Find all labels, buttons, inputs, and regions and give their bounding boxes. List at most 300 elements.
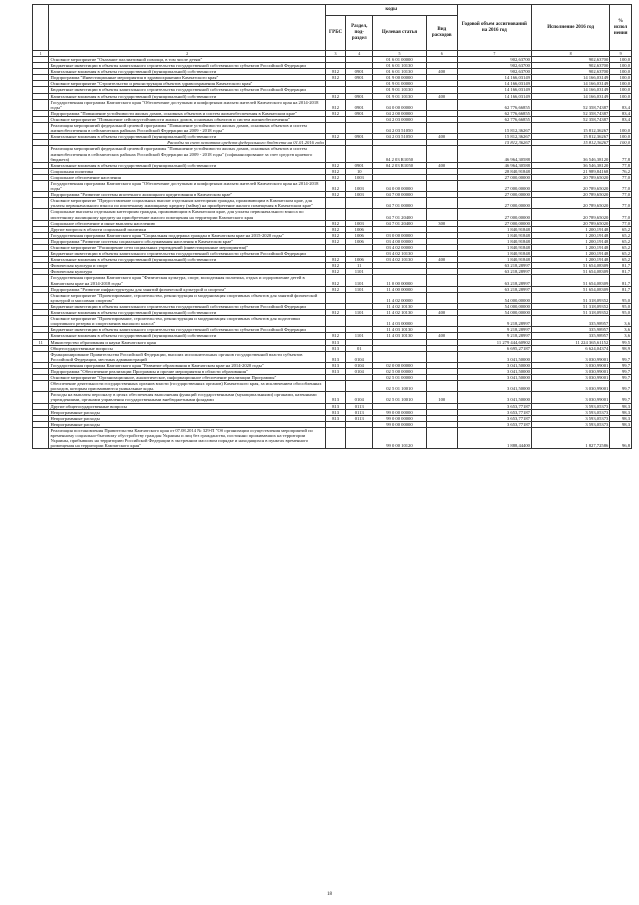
row-execution-amount: 51 654,08309 (531, 286, 609, 292)
row-name: Социальное обеспечение и иные выплаты населению (49, 220, 325, 226)
row-name: Государственная программа Камчатского края "Развитие образования в Камчатском крае на 2014-2020 годы" (49, 362, 325, 368)
row-execution-percent: 3,6 (610, 316, 632, 327)
row-annual-amount: 14 166,03149 (457, 93, 531, 99)
row-name: Основное мероприятие "Расширение сети социальных учреждений (инвестиционные мероприятия)" (49, 245, 325, 251)
row-grbs (325, 427, 346, 448)
row-annual-amount: 1 840,91848 (457, 245, 531, 251)
row-annual-amount: 63 218,28997 (457, 263, 531, 269)
row-name: Подпрограмма "Повышение устойчивости жилых домов, основных объектов и систем жизнеобеспечения в Камчатском крае" (49, 110, 325, 116)
row-execution-amount: 52 358,74387 (531, 99, 609, 110)
row-name: Реализация постановления Правительства Камчатского края от 07.08.2014 № 329-П "Об организации осуществления мероприятий по временному социально-бытовому обустройству граждан Украины и лиц без гражданства, постоянно проживавших на территории Украины, прибывших на территорию Российской Федерации в экстренном массовом порядке и находящихся в пунктах временного размещения на территории Камчатского края" (49, 427, 325, 448)
row-annual-amount: 28 840,91848 (457, 168, 531, 174)
row-execution-percent: 77,0 (610, 209, 632, 220)
row-target-article: 11 4 02 10130 (373, 303, 427, 309)
row-name: Подпрограмма "Инвестиционные мероприятия в здравоохранении Камчатского края" (49, 75, 325, 81)
row-annual-amount: 63 218,28997 (457, 286, 531, 292)
row-razdel: 01 (346, 345, 373, 351)
row-expense-type (426, 381, 457, 392)
row-name: Физическая культура и спорт (49, 263, 325, 269)
table-row (33, 146, 632, 162)
row-target-article: 11 4 02 10130 (373, 310, 427, 316)
row-grbs: 813 (325, 345, 346, 351)
row-number (33, 392, 49, 403)
row-execution-amount: 6 624,04374 (531, 345, 609, 351)
table-row (33, 275, 632, 286)
row-name: Реализация мероприятий федеральной целевой программы "Повышение устойчивости жилых домов, основных объектов и систем жизнеобеспечения в сейсмических районах Российской Федерации на 2009 - 2018 годы" (49, 123, 325, 134)
table-row (33, 381, 632, 392)
row-grbs: 812 (325, 275, 346, 286)
row-grbs: 812 (325, 192, 346, 198)
row-execution-amount: 52 358,74387 (531, 116, 609, 122)
row-grbs: 812 (325, 174, 346, 180)
row-expense-type: 400 (426, 93, 457, 99)
row-razdel: 1101 (346, 275, 373, 286)
row-annual-amount: 9 218,28997 (457, 316, 531, 327)
row-execution-amount: 1 200,19148 (531, 238, 609, 244)
row-execution-amount: 3 030,99001 (531, 362, 609, 368)
row-target-article: 04 7 00 00000 (373, 192, 427, 198)
table-row (33, 316, 632, 327)
row-target-article: 11 4 02 00000 (373, 292, 427, 303)
row-execution-amount: 3 030,99001 (531, 392, 609, 403)
row-annual-amount: 9 218,28997 (457, 333, 531, 339)
row-expense-type (426, 351, 457, 362)
row-name: Капитальные вложения в объекты государственной (муниципальной) собственности (49, 333, 325, 339)
row-name: Подпрограмма "Обеспечение реализации Программы и прочие мероприятия в области образования" (49, 368, 325, 374)
row-execution-amount: 15 812,36267 (531, 134, 609, 140)
row-name: Бюджетные инвестиции в объекты капитального строительства государственной собственности субъектов Российской Федерации (49, 87, 325, 93)
row-target-article: 02 5 01 10010 (373, 392, 427, 403)
row-expense-type (426, 198, 457, 209)
row-annual-amount: 27 000,00000 (457, 198, 531, 209)
row-razdel: 1101 (346, 269, 373, 275)
row-razdel: 1101 (346, 333, 373, 339)
row-annual-amount: 15 812,36267 (457, 140, 531, 146)
header-name (49, 5, 325, 51)
row-annual-amount: 1 840,91848 (457, 238, 531, 244)
row-execution-percent: 99,7 (610, 362, 632, 368)
row-name: Непрограммные расходы (49, 409, 325, 415)
row-execution-percent: 65,2 (610, 238, 632, 244)
row-target-article: 03 0 00 00000 (373, 232, 427, 238)
row-name: Капитальные вложения в объекты государственной (муниципальной) собственности (49, 257, 325, 263)
row-execution-percent: 98,3 (610, 421, 632, 427)
header-no (33, 5, 49, 51)
row-execution-percent: 100,0 (610, 87, 632, 93)
row-execution-percent: 100,0 (610, 81, 632, 87)
row-name: Основное мероприятие "Организационное, аналитическое, информационное обеспечение реализации Программы" (49, 375, 325, 381)
row-name: Бюджетные инвестиции в объекты капитального строительства государственной собственности субъектов Российской Федерации (49, 303, 325, 309)
row-target-article: 04 0 00 00000 (373, 180, 427, 191)
row-razdel (346, 123, 373, 134)
row-execution-percent: 83,4 (610, 116, 632, 122)
row-execution-percent: 98,3 (610, 409, 632, 415)
row-grbs: 812 (325, 269, 346, 275)
row-target-article: 02 0 00 00000 (373, 362, 427, 368)
row-annual-amount: 62 776,66855 (457, 116, 531, 122)
row-razdel (346, 146, 373, 162)
row-target-article: 04 7 01 00000 (373, 198, 427, 209)
row-razdel: 1101 (346, 310, 373, 316)
row-execution-amount: 1 200,19148 (531, 245, 609, 251)
row-expense-type: 400 (426, 69, 457, 75)
row-razdel (346, 381, 373, 392)
row-annual-amount: 9 218,28997 (457, 327, 531, 333)
row-execution-percent: 77,0 (610, 220, 632, 226)
row-number (33, 99, 49, 110)
row-grbs (325, 209, 346, 220)
row-target-article: 01 6 01 00000 (373, 57, 427, 63)
row-grbs: 812 (325, 134, 346, 140)
row-expense-type (426, 427, 457, 448)
header-row-codes (33, 5, 632, 16)
row-razdel: 0113 (346, 409, 373, 415)
row-annual-amount: 15 812,36267 (457, 134, 531, 140)
row-razdel: 0104 (346, 392, 373, 403)
row-grbs: 812 (325, 99, 346, 110)
row-execution-amount: 15 812,36267 (531, 123, 609, 134)
row-annual-amount: 27 000,00000 (457, 220, 531, 226)
column-number: 7 (457, 51, 531, 57)
row-target-article: 99 0 00 00000 (373, 415, 427, 421)
row-target-article: 03 4 00 00000 (373, 238, 427, 244)
row-target-article: 01 9 01 00000 (373, 81, 427, 87)
column-number: 1 (33, 51, 49, 57)
row-expense-type (426, 146, 457, 162)
row-annual-amount: 3 041,50000 (457, 368, 531, 374)
row-expense-type (426, 316, 457, 327)
row-execution-amount: 1 827,72586 (531, 427, 609, 448)
row-name: Основное мероприятие "Проектирование, строительство, реконструкция и модернизация спортивных объектов для занятий физической культурой и массовым спортом" (49, 292, 325, 303)
row-grbs: 812 (325, 226, 346, 232)
row-grbs: 812 (325, 220, 346, 226)
row-grbs: 813 (325, 362, 346, 368)
row-annual-amount: 15 812,36267 (457, 123, 531, 134)
row-expense-type: 300 (426, 220, 457, 226)
row-number (33, 316, 49, 327)
row-target-article: 02 5 01 00000 (373, 375, 427, 381)
row-execution-amount: 902,63700 (531, 57, 609, 63)
row-razdel: 0104 (346, 351, 373, 362)
row-execution-amount: 11 224 365,61152 (531, 339, 609, 345)
row-execution-amount: 51 654,08309 (531, 269, 609, 275)
row-name: Непрограммные расходы (49, 415, 325, 421)
row-name: Государственная программа Камчатского края "Физическая культура, спорт, молодежная политика, отдых и оздоровление детей в Камчатском крае на 2014-2018 годы" (49, 275, 325, 286)
row-target-article: 02 5 00 00000 (373, 368, 427, 374)
row-execution-amount: 3 030,99001 (531, 375, 609, 381)
row-execution-percent: 65,2 (610, 232, 632, 238)
row-grbs: 812 (325, 162, 346, 168)
row-target-article: 04 7 01 20400 (373, 209, 427, 220)
row-execution-amount: 3 593,05373 (531, 415, 609, 421)
row-name: Основное мероприятие "Проектирование, строительство, реконструкция и модернизация спортивных объектов для подготовки спортивного резерва и спортсменов высокого класса" (49, 316, 325, 327)
column-number: 3 (325, 51, 346, 57)
row-name: Капитальные вложения в объекты государственной (муниципальной) собственности (49, 134, 325, 140)
header-annual: Годовой объем ассигнований на 2016 год (457, 5, 531, 51)
table-row (33, 427, 632, 448)
row-grbs: 812 (325, 75, 346, 81)
row-razdel: 0901 (346, 134, 373, 140)
row-execution-percent: 100,0 (610, 140, 632, 146)
row-grbs (325, 146, 346, 162)
row-target-article: 01 9 01 10130 (373, 93, 427, 99)
row-execution-percent: 100,0 (610, 93, 632, 99)
row-annual-amount: 3 653,77187 (457, 415, 531, 421)
row-target-article: 02 5 01 10010 (373, 381, 427, 392)
row-execution-percent: 65,2 (610, 251, 632, 257)
row-execution-amount: 36 546,38120 (531, 162, 609, 168)
row-target-article: 01 9 00 00000 (373, 75, 427, 81)
header-vid: Вид расходов (426, 16, 457, 51)
column-number: 5 (373, 51, 427, 57)
row-number (33, 381, 49, 392)
row-razdel (346, 209, 373, 220)
header-exec: Исполнение 2016 год (531, 5, 609, 51)
row-expense-type: 400 (426, 162, 457, 168)
table-row (33, 351, 632, 362)
row-execution-percent: 81,7 (610, 275, 632, 286)
row-execution-amount: 335,98957 (531, 327, 609, 333)
row-name: Реализация мероприятий федеральной целевой программы "Повышение устойчивости жилых домов, основных объектов и систем жизнеобеспечения в сейсмических районах Российской Федерации на 2009 - 2018 годы" (софинансирование за счет средств краевого бюджета) (49, 146, 325, 162)
row-razdel: 0901 (346, 162, 373, 168)
row-execution-percent: 77,0 (610, 198, 632, 209)
row-execution-amount: 20 789,65020 (531, 209, 609, 220)
row-razdel (346, 316, 373, 327)
row-annual-amount: 27 000,00000 (457, 174, 531, 180)
row-grbs: 812 (325, 93, 346, 99)
row-target-article: 99 0 00 10120 (373, 427, 427, 448)
row-expense-type (426, 123, 457, 134)
row-grbs: 812 (325, 310, 346, 316)
row-annual-amount: 1 840,91848 (457, 251, 531, 257)
row-annual-amount: 902,63700 (457, 63, 531, 69)
row-execution-percent: 65,2 (610, 257, 632, 263)
row-execution-amount: 20 789,65020 (531, 192, 609, 198)
table-body (33, 57, 632, 449)
row-razdel: 1003 (346, 192, 373, 198)
row-expense-type: 400 (426, 257, 457, 263)
row-annual-amount: 6 695,27187 (457, 345, 531, 351)
row-target-article: 03 4 02 10130 (373, 257, 427, 263)
row-annual-amount: 46 964,30588 (457, 146, 531, 162)
row-execution-percent: 99,7 (610, 368, 632, 374)
row-name: Капитальные вложения в объекты государственной (муниципальной) собственности (49, 162, 325, 168)
row-grbs (325, 292, 346, 303)
row-name: Основное мероприятие "Предоставление социальных выплат отдельным категориям граждан, проживающим в Камчатском крае, для уплаты первоначального взноса по ипотечному жилищному кредиту (займу) на приобретение жилого помещения в Камчатском крае" (49, 198, 325, 209)
row-execution-amount: 20 789,65020 (531, 174, 609, 180)
row-name: Капитальные вложения в объекты государственной (муниципальной) собственности (49, 93, 325, 99)
row-execution-percent: 100,0 (610, 69, 632, 75)
row-target-article: 01 6 01 10130 (373, 63, 427, 69)
row-grbs: 812 (325, 333, 346, 339)
row-grbs: 812 (325, 168, 346, 174)
row-annual-amount: 46 964,30588 (457, 162, 531, 168)
row-razdel: 10 (346, 168, 373, 174)
row-name: Бюджетные инвестиции в объекты капитального строительства государственной собственности субъектов Российской Федерации (49, 327, 325, 333)
row-execution-percent: 99,5 (610, 339, 632, 345)
row-name: Основное мероприятие "Строительство и реконструкция объектов здравоохранения Камчатского края" (49, 81, 325, 87)
row-execution-amount: 335,98957 (531, 333, 609, 339)
row-number (33, 123, 49, 134)
row-execution-amount: 21 989,84168 (531, 168, 609, 174)
row-execution-percent: 99,7 (610, 351, 632, 362)
row-execution-amount: 14 166,03149 (531, 75, 609, 81)
header-pct: % испол нения (610, 5, 632, 51)
row-annual-amount: 54 000,00000 (457, 292, 531, 303)
row-name: Капитальные вложения в объекты государственной (муниципальной) собственности (49, 69, 325, 75)
row-annual-amount: 14 166,03149 (457, 87, 531, 93)
row-expense-type (426, 275, 457, 286)
row-name: Социальное обеспечение населения (49, 174, 325, 180)
row-razdel: 0901 (346, 93, 373, 99)
row-grbs: 813 (325, 339, 346, 345)
row-target-article: 04 0 00 00000 (373, 99, 427, 110)
row-execution-amount: 14 166,03149 (531, 93, 609, 99)
row-name: Непрограммные расходы (49, 421, 325, 427)
row-execution-percent: 99,7 (610, 375, 632, 381)
row-target-article: 03 4 02 00000 (373, 245, 427, 251)
row-execution-percent: 99,7 (610, 381, 632, 392)
row-annual-amount: 62 776,66855 (457, 110, 531, 116)
page-number: 18 (327, 892, 332, 897)
row-annual-amount: 3 041,50000 (457, 362, 531, 368)
row-annual-amount: 1 888,44400 (457, 427, 531, 448)
row-name: Подпрограмма "Развитие инфраструктуры для занятий физической культурой и спортом" (49, 286, 325, 292)
row-annual-amount: 27 000,00000 (457, 209, 531, 220)
row-execution-percent: 76,2 (610, 168, 632, 174)
row-grbs: 813 (325, 415, 346, 421)
row-target-article: 04 2 03 00000 (373, 116, 427, 122)
table-row (33, 99, 632, 110)
row-name: Расходы на выплаты персоналу в целях обеспечения выполнения функций государственными (муниципальными) органами, казенными учреждениями, органами управления государственными внебюджетными фондами (49, 392, 325, 403)
row-execution-amount: 20 789,65020 (531, 180, 609, 191)
row-execution-amount: 1 200,19148 (531, 232, 609, 238)
row-execution-percent: 100,0 (610, 134, 632, 140)
row-razdel: 0901 (346, 69, 373, 75)
row-execution-percent: 98,3 (610, 403, 632, 409)
row-execution-amount: 51 318,09352 (531, 292, 609, 303)
row-grbs: 813 (325, 392, 346, 403)
header-grbs: ГРБС (325, 16, 346, 51)
row-name: Физическая культура (49, 269, 325, 275)
row-execution-percent: 95,0 (610, 292, 632, 303)
row-annual-amount: 3 041,50000 (457, 375, 531, 381)
row-grbs: 812 (325, 286, 346, 292)
row-number (33, 198, 49, 209)
row-annual-amount: 14 166,03149 (457, 75, 531, 81)
row-number (33, 275, 49, 286)
row-name: Расходы за счет остатков средств федерального бюджета на 01.01.2016 года (49, 140, 325, 146)
row-name: Государственная программа Камчатского края "Обеспечение доступным и комфортным жильем жителей Камчатского края на 2014-2018 годы" (49, 180, 325, 191)
row-grbs: 812 (325, 263, 346, 269)
row-execution-percent: 95,0 (610, 303, 632, 309)
row-target-article: 99 0 00 00000 (373, 409, 427, 415)
row-execution-percent: 65,2 (610, 245, 632, 251)
row-razdel (346, 427, 373, 448)
row-name: Бюджетные инвестиции в объекты капитального строительства государственной собственности субъектов Российской Федерации (49, 63, 325, 69)
row-annual-amount: 63 218,28997 (457, 269, 531, 275)
table-row (33, 123, 632, 134)
row-execution-amount: 3 593,05373 (531, 409, 609, 415)
row-execution-percent: 77,0 (610, 192, 632, 198)
column-number: 2 (49, 51, 325, 57)
row-grbs: 813 (325, 409, 346, 415)
row-target-article (373, 351, 427, 362)
row-target-article: 04 2 03 51050 (373, 134, 427, 140)
row-target-article: 11 4 03 10130 (373, 327, 427, 333)
row-expense-type: 400 (426, 310, 457, 316)
row-execution-amount: 335,98957 (531, 316, 609, 327)
row-execution-amount: 3 030,99001 (531, 351, 609, 362)
row-execution-amount: 20 789,65020 (531, 220, 609, 226)
row-razdel: 1003 (346, 220, 373, 226)
row-execution-amount: 15 812,36267 (531, 140, 609, 146)
row-razdel: 0113 (346, 403, 373, 409)
budget-execution-table (32, 4, 632, 449)
row-annual-amount: 3 041,50000 (457, 381, 531, 392)
row-grbs (325, 316, 346, 327)
row-name: Капитальные вложения в объекты государственной (муниципальной) собственности (49, 310, 325, 316)
header-razdel: Раздел, под-раздел (346, 16, 373, 51)
row-name: Государственная программа Камчатского края "Социальная поддержка граждан в Камчатском крае на 2015-2020 годы" (49, 232, 325, 238)
row-annual-amount: 3 041,50000 (457, 351, 531, 362)
row-execution-percent: 77,0 (610, 174, 632, 180)
row-number (33, 180, 49, 191)
row-razdel: 11 (346, 263, 373, 269)
row-razdel: 1003 (346, 174, 373, 180)
row-annual-amount: 1 840,91848 (457, 226, 531, 232)
row-execution-percent: 3,6 (610, 333, 632, 339)
row-number (33, 427, 49, 448)
header-target: Целевая статья (373, 16, 427, 51)
table-row (33, 209, 632, 220)
row-execution-amount: 902,63700 (531, 69, 609, 75)
row-execution-amount: 1 200,19148 (531, 226, 609, 232)
row-razdel (346, 198, 373, 209)
row-target-article: 11 4 03 00000 (373, 316, 427, 327)
row-execution-percent: 81,7 (610, 269, 632, 275)
row-execution-percent: 98,3 (610, 415, 632, 421)
row-grbs: 813 (325, 403, 346, 409)
row-execution-amount: 51 654,08309 (531, 275, 609, 286)
table-row (33, 292, 632, 303)
row-annual-amount: 11 279 444,60902 (457, 339, 531, 345)
row-name: Подпрограмма "Развитие системы ипотечного жилищного кредитования в Камчатском крае" (49, 192, 325, 198)
row-execution-percent: 100,0 (610, 75, 632, 81)
row-execution-amount: 3 593,05373 (531, 403, 609, 409)
row-target-article: 11 4 00 00000 (373, 286, 427, 292)
row-annual-amount: 3 041,50000 (457, 392, 531, 403)
row-execution-percent: 100,0 (610, 63, 632, 69)
row-execution-percent: 77,8 (610, 162, 632, 168)
row-expense-type: 100 (426, 392, 457, 403)
row-target-article: 99 0 00 00000 (373, 421, 427, 427)
row-number (33, 351, 49, 362)
row-annual-amount: 54 000,00000 (457, 310, 531, 316)
row-execution-percent: 65,2 (610, 226, 632, 232)
row-annual-amount: 3 653,77187 (457, 403, 531, 409)
row-grbs: 813 (325, 368, 346, 374)
row-execution-amount: 51 654,08309 (531, 263, 609, 269)
row-execution-percent: 3,6 (610, 327, 632, 333)
row-razdel: 0901 (346, 110, 373, 116)
row-name: Другие вопросы в области социальной политики (49, 226, 325, 232)
row-execution-percent: 95,0 (610, 310, 632, 316)
row-number (33, 292, 49, 303)
row-execution-amount: 1 200,19148 (531, 257, 609, 263)
row-target-article: 04 7 01 20400 (373, 220, 427, 226)
row-grbs: 812 (325, 69, 346, 75)
